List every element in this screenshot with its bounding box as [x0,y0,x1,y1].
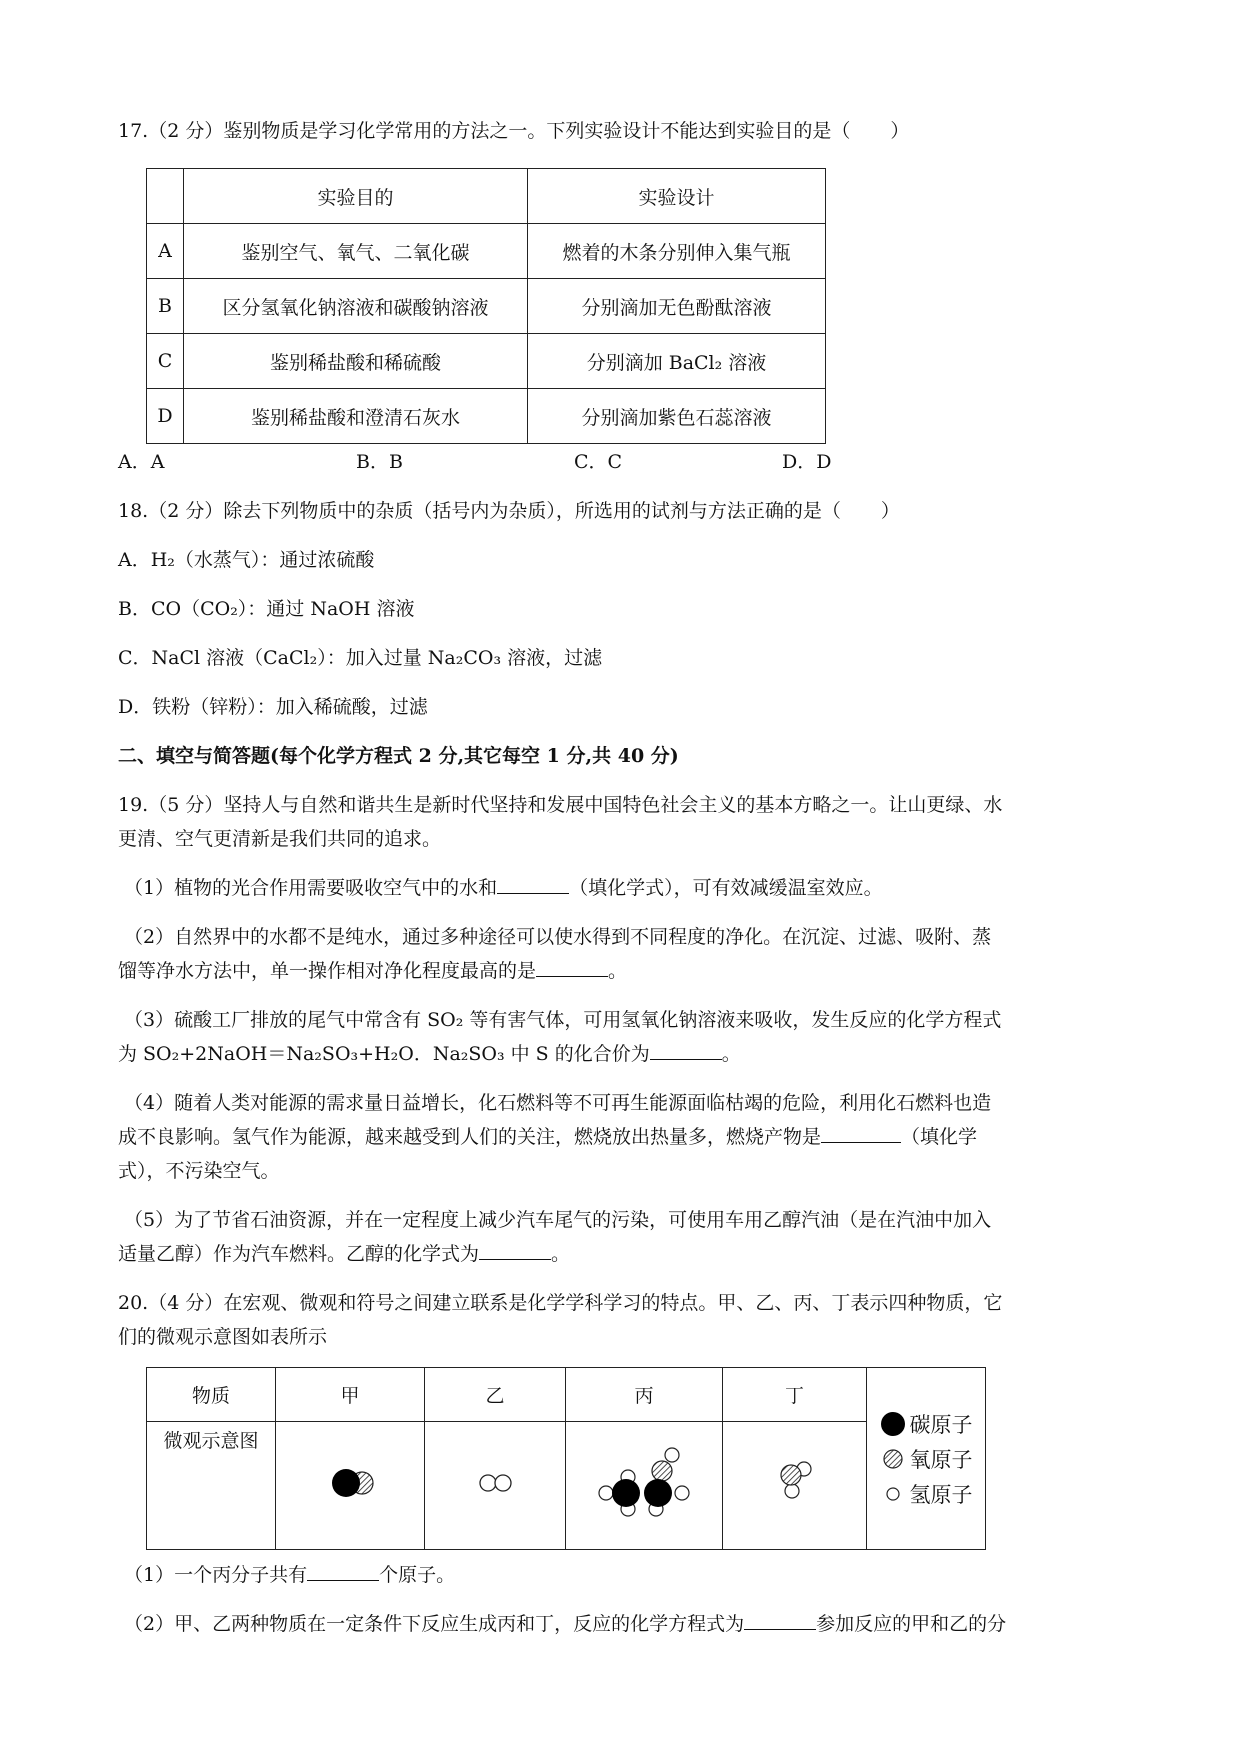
answer-blank[interactable] [497,875,569,894]
oxygen-atom-icon [880,1446,906,1472]
legend-carbon: 碳原子 [880,1409,973,1439]
table-row: C 鉴别稀盐酸和稀硫酸 分别滴加 BaCl₂ 溶液 [147,334,826,389]
carbon-atom-icon [880,1411,906,1437]
option-b[interactable]: B．B [356,451,403,473]
q17-table [146,168,826,444]
legend-oxygen: 氧原子 [880,1444,973,1474]
q19-part5-line1: （5）为了节省石油资源，并在一定程度上减少汽车尾气的污染，可使用车用乙醇汽油（是在汽油中加入 [124,1209,992,1231]
substance-yi: 乙 [425,1368,566,1422]
q19-part4-line2: 成不良影响。氢气作为能源，越来越受到人们的关注，燃烧放出热量多，燃烧产物是 （填化学 [118,1126,978,1148]
option-d[interactable]: D．D [782,451,832,473]
header-goal: 实验目的 [184,169,528,224]
molecule-bing [566,1422,723,1550]
answer-blank[interactable] [650,1041,722,1060]
q20-part2: （2）甲、乙两种物质在一定条件下反应生成丙和丁，反应的化学方程式为 参加反应的甲和乙的分 [124,1613,1007,1635]
table-row: D 鉴别稀盐酸和澄清石灰水 分别滴加紫色石蕊溶液 [147,389,826,444]
q19-stem-line1: 19.（5 分）坚持人与自然和谐共生是新时代坚持和发展中国特色社会主义的基本方略之一。让山更绿、水 [118,794,1003,816]
ethanol-molecule-icon [584,1433,704,1533]
q20-stem-line2: 们的微观示意图如表所示 [118,1326,328,1348]
q19-part4-line1: （4）随着人类对能源的需求量日益增长，化石燃料等不可再生能源面临枯竭的危险，利用化石燃料也造 [124,1092,992,1114]
option-a[interactable]: A．A [118,451,165,473]
molecule-jia [276,1422,425,1550]
water-molecule-icon [760,1453,830,1513]
q17-options [118,449,831,475]
molecule-yi [425,1422,566,1550]
q19-part4-line3: 式），不污染空气。 [118,1160,280,1182]
q19-part3-line1: （3）硫酸工厂排放的尾气中常含有 SO₂ 等有害气体，可用氢氧化钠溶液来吸收，发生反应的化学方程式 [124,1009,1002,1031]
q18-stem: 18.（2 分）除去下列物质中的杂质（括号内为杂质），所选用的试剂与方法正确的是（ ） [118,500,900,522]
row-label-substance: 物质 [147,1368,276,1422]
molecule-ding [723,1422,867,1550]
answer-blank[interactable] [821,1124,901,1143]
q19-part5-line2: 适量乙醇）作为汽车燃料。乙醇的化学式为 。 [118,1243,571,1265]
section-title: 二、填空与简答题(每个化学方程式 2 分,其它每空 1 分,共 40 分) [118,745,679,767]
legend-hydrogen: 氢原子 [880,1479,973,1509]
substance-bing: 丙 [566,1368,723,1422]
co-molecule-icon [315,1461,385,1505]
answer-blank[interactable] [307,1562,379,1581]
h2-molecule-icon [465,1463,525,1503]
q18-option-a[interactable]: A．H₂（水蒸气）：通过浓硫酸 [118,549,375,571]
q17-stem: 17.（2 分）鉴别物质是学习化学常用的方法之一。下列实验设计不能达到实验目的是（ ） [118,120,910,142]
q19-part2-line2: 馏等净水方法中，单一操作相对净化程度最高的是 。 [118,960,628,982]
substance-jia: 甲 [276,1368,425,1422]
answer-blank[interactable] [479,1241,551,1260]
q18-option-d[interactable]: D．铁粉（锌粉）：加入稀硫酸，过滤 [118,696,428,718]
option-c[interactable]: C．C [574,451,623,473]
answer-blank[interactable] [536,958,608,977]
table-row: B 区分氢氧化钠溶液和碳酸钠溶液 分别滴加无色酚酞溶液 [147,279,826,334]
q19-part2-line1: （2）自然界中的水都不是纯水，通过多种途径可以使水得到不同程度的净化。在沉淀、过滤、吸附、蒸 [124,926,992,948]
q19-part3-line2: 为 SO₂+2NaOH＝Na₂SO₃+H₂O．Na₂SO₃ 中 S 的化合价为 。 [118,1043,741,1065]
q19-part1: （1）植物的光合作用需要吸收空气中的水和 （填化学式），可有效减缓温室效应。 [124,877,883,899]
substance-ding: 丁 [723,1368,867,1422]
q20-table [146,1367,986,1550]
q19-stem-line2: 更清、空气更清新是我们共同的追求。 [118,828,442,850]
table-row: A 鉴别空气、氧气、二氧化碳 燃着的木条分别伸入集气瓶 [147,224,826,279]
atom-legend [867,1368,986,1550]
q18-option-b[interactable]: B．CO（CO₂）：通过 NaOH 溶液 [118,598,415,620]
header-design: 实验设计 [528,169,826,224]
q20-stem-line1: 20.（4 分）在宏观、微观和符号之间建立联系是化学学科学习的特点。甲、乙、丙、丁表示四种物质，它 [118,1292,1003,1314]
hydrogen-atom-icon [880,1481,906,1507]
answer-blank[interactable] [744,1611,816,1630]
q20-part1: （1）一个丙分子共有 个原子。 [124,1564,456,1586]
q18-option-c[interactable]: C．NaCl 溶液（CaCl₂）：加入过量 Na₂CO₃ 溶液，过滤 [118,647,603,669]
row-label-diagram: 微观示意图 [147,1422,276,1550]
